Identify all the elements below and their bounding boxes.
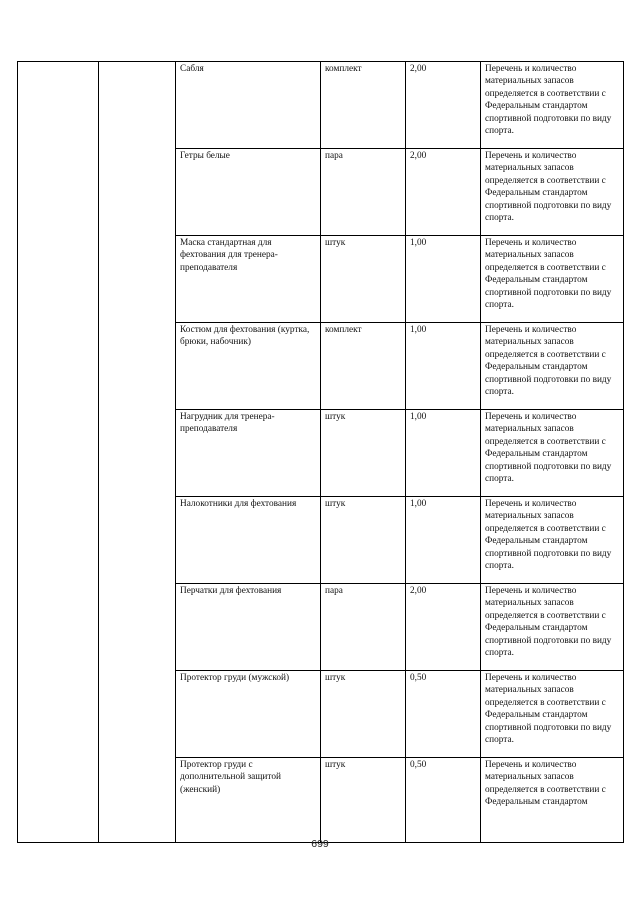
item-note: Перечень и количество материальных запасов определяется в соответствии с Федеральным стандартом спортивной подготовки по виду спорта. <box>481 236 624 323</box>
item-quantity: 2,00 <box>406 149 481 236</box>
item-unit: пара <box>321 584 406 671</box>
item-name: Нагрудник для тренера-преподавателя <box>176 410 321 497</box>
item-note: Перечень и количество материальных запасов определяется в соответствии с Федеральным стандартом <box>481 758 624 843</box>
item-name: Протектор груди с дополнительной защитой (женский) <box>176 758 321 843</box>
item-unit: штук <box>321 236 406 323</box>
merged-column-1 <box>18 62 99 843</box>
item-quantity: 2,00 <box>406 62 481 149</box>
item-quantity: 0,50 <box>406 671 481 758</box>
item-note: Перечень и количество материальных запасов определяется в соответствии с Федеральным стандартом спортивной подготовки по виду спорта. <box>481 671 624 758</box>
equipment-table <box>17 61 624 843</box>
item-note: Перечень и количество материальных запасов определяется в соответствии с Федеральным стандартом спортивной подготовки по виду спорта. <box>481 323 624 410</box>
item-note: Перечень и количество материальных запасов определяется в соответствии с Федеральным стандартом спортивной подготовки по виду спорта. <box>481 497 624 584</box>
item-name: Сабля <box>176 62 321 149</box>
item-note: Перечень и количество материальных запасов определяется в соответствии с Федеральным стандартом спортивной подготовки по виду спорта. <box>481 62 624 149</box>
item-name: Налокотники для фехтования <box>176 497 321 584</box>
item-quantity: 1,00 <box>406 410 481 497</box>
item-name: Протектор груди (мужской) <box>176 671 321 758</box>
page-number: 699 <box>311 838 329 850</box>
item-unit: штук <box>321 671 406 758</box>
item-name: Гетры белые <box>176 149 321 236</box>
item-unit: штук <box>321 497 406 584</box>
item-note: Перечень и количество материальных запасов определяется в соответствии с Федеральным стандартом спортивной подготовки по виду спорта. <box>481 584 624 671</box>
item-unit: комплект <box>321 323 406 410</box>
item-note: Перечень и количество материальных запасов определяется в соответствии с Федеральным стандартом спортивной подготовки по виду спорта. <box>481 410 624 497</box>
item-quantity: 1,00 <box>406 323 481 410</box>
item-unit: комплект <box>321 62 406 149</box>
table-row <box>18 62 624 149</box>
item-quantity: 2,00 <box>406 584 481 671</box>
item-unit: штук <box>321 410 406 497</box>
item-unit: пара <box>321 149 406 236</box>
item-unit: штук <box>321 758 406 843</box>
item-quantity: 1,00 <box>406 497 481 584</box>
item-note: Перечень и количество материальных запасов определяется в соответствии с Федеральным стандартом спортивной подготовки по виду спорта. <box>481 149 624 236</box>
table-body <box>18 62 624 843</box>
item-name: Костюм для фехтования (куртка, брюки, набочник) <box>176 323 321 410</box>
item-quantity: 0,50 <box>406 758 481 843</box>
merged-column-2 <box>99 62 176 843</box>
item-quantity: 1,00 <box>406 236 481 323</box>
item-name: Перчатки для фехтования <box>176 584 321 671</box>
item-name: Маска стандартная для фехтования для тренера-преподавателя <box>176 236 321 323</box>
